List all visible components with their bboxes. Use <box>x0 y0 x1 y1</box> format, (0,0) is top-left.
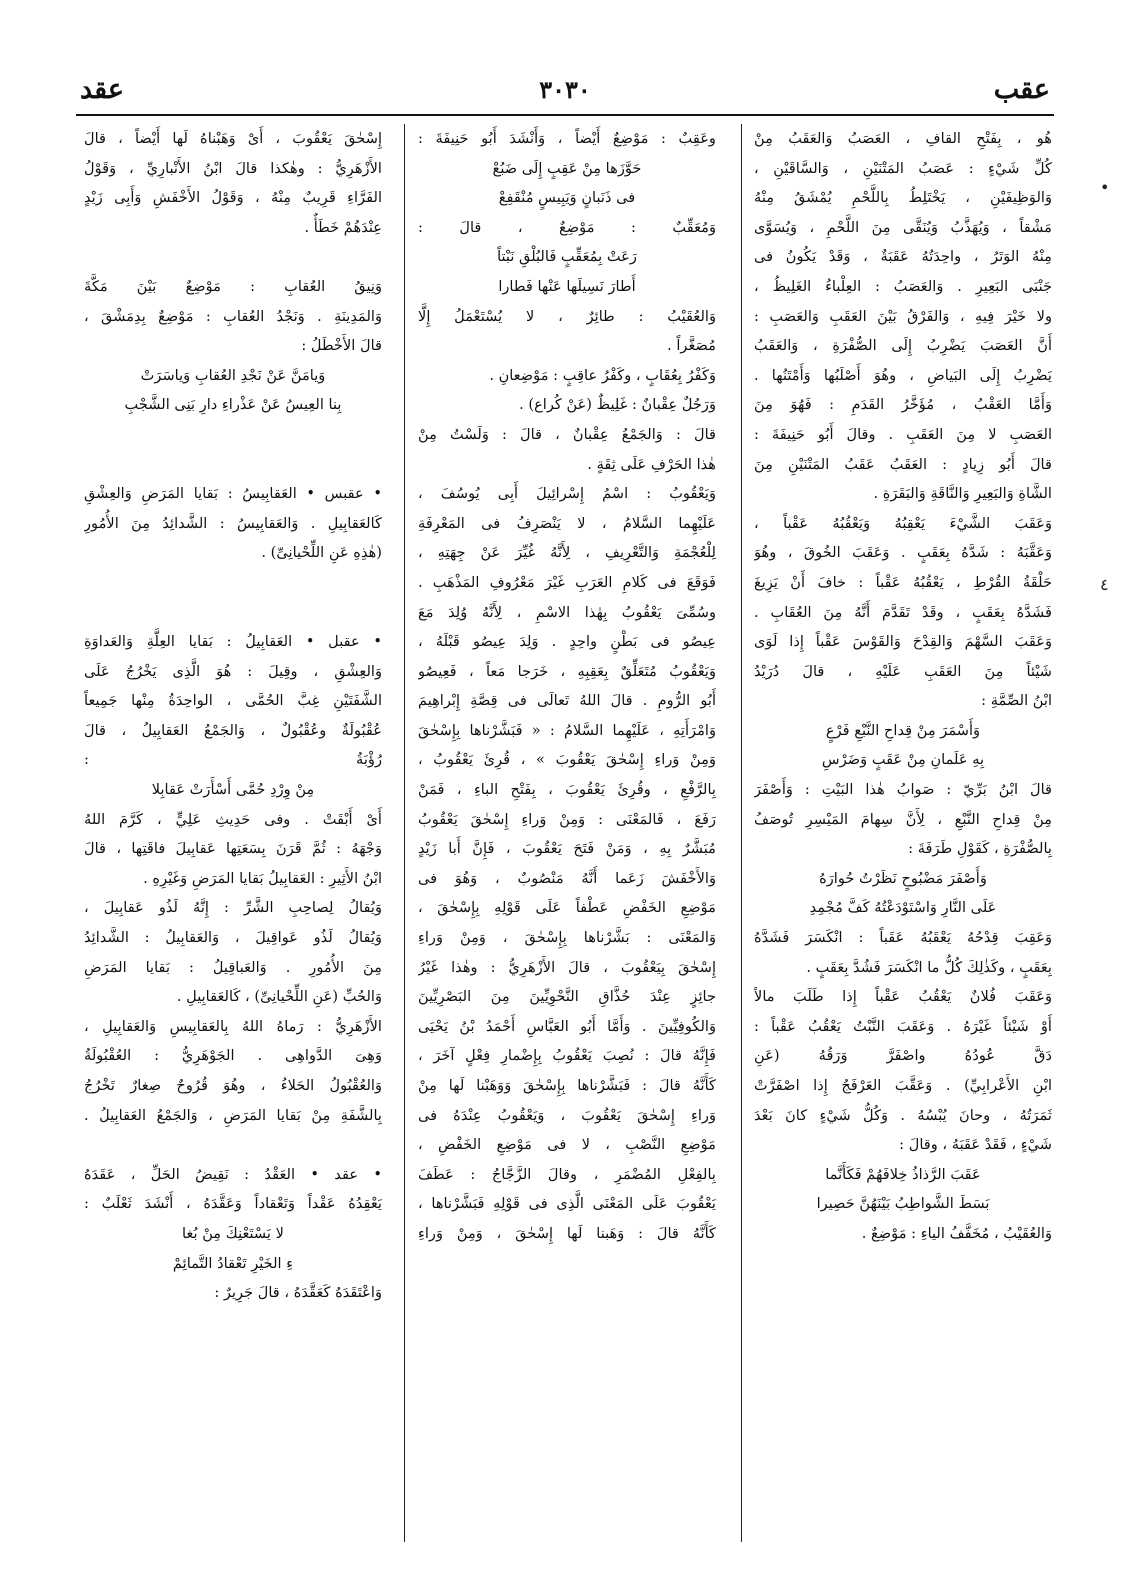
text-line: وَالعُقَيْبُ ، مُخَفَّفُ الياءِ : مَوْضِعٌ . <box>861 1224 1052 1242</box>
column-divider <box>404 124 405 1542</box>
text-column-left <box>84 124 382 1544</box>
running-headword-right: عقب <box>993 74 1050 105</box>
text-line: وَالعُقَيْبُ : طائِرٌ ، لا يُسْتَعْمَلُ إِلَّا <box>418 307 716 325</box>
text-line: مَوْضِعِ النَّصْبِ ، لا فى مَوْضِعِ الخَفْضِ ، <box>418 1136 716 1154</box>
text-line: (هٰذِهِ عَنِ اللِّحْيانِىِّ) . <box>261 544 382 562</box>
text-line: بِالشَّفَةِ مِنْ بَقايا المَرَضِ ، وَالجَمْعُ العَقابِيلُ . <box>84 1106 382 1124</box>
text-line: عِيصُو فى بَطْنٍ واحِدٍ . وَلِدَ عِيصُو قَبْلَهُ ، <box>418 633 716 651</box>
text-line: الأَزْهَرِيُّ : وهٰكذا قالَ ابْنُ الأَنْبارِيِّ ، وَقَوْلُ <box>84 159 382 177</box>
verse-line: بِنا العِيسُ عَنْ عَذْراءِ دارِ بَنِى الشَّجْبِ <box>124 396 342 414</box>
blank-line <box>84 242 382 272</box>
text-line: ابْنُ الصِّمَّةِ : <box>981 692 1052 710</box>
entry-headword-line: • عقبس • العَقابِيسُ : بَقايا المَرَضِ وَالعِشْقِ <box>84 485 382 503</box>
text-line: وَعَقِبَ قِدْحُهُ يَعْقَبُهُ عَقَباً : انْكَسَرَ فَشَدَّهُ <box>754 929 1052 947</box>
text-line: وَيُقالُ لَذُو عَواقِيلَ ، وَالعَقابِيلُ : الشَّدائِدُ <box>84 929 382 947</box>
text-line: بِالفِعْلِ المُضْمَرِ ، وقالَ الزَّجَّاجُ : عَطَفَ <box>418 1165 716 1183</box>
text-line: وَراءِ إِسْحٰقَ يَعْقُوبَ ، وَيَعْقُوبُ عِنْدَهُ فى <box>418 1106 716 1124</box>
verse-line: وَيامَنَّ عَنْ نَجْدِ العُقابِ وَياسَرَتْ <box>140 366 326 384</box>
text-line: وَمُعَقِّبٌ : مَوْضِعٌ ، قالَ : <box>418 218 716 236</box>
text-line: يَعْقُوبَ عَلَى المَعْنَى الَّذِى فى قَوْلِهِ فَبَشَّرْناها ، <box>418 1195 716 1213</box>
text-column-right <box>754 124 1052 1544</box>
text-line: العَصَبِ لا مِنَ العَقَبِ . وقالَ أَبُو حَنِيفَةَ : <box>754 425 1052 443</box>
text-line: وَعَقَبَ الشَّيْءَ يَعْقِبُهُ وَيَعْقُبُهُ عَقْباً ، <box>754 514 1052 532</box>
text-column-middle <box>418 124 716 1544</box>
text-line: قالَ : وَالجَمْعُ عِقْبانٌ ، قالَ : وَلَسْتُ مِنْ <box>418 425 716 443</box>
text-line: وَجْهَهُ : ثُمَّ قَرَنَ بِسَعَتِها عَقابِيلَ فاقَتِها ، قالَ <box>84 840 382 858</box>
running-headword-left: عقد <box>80 74 124 105</box>
verse-line: عَقَبَ الرَّذاذُ خِلافَهُمْ فَكَأَنَّما <box>825 1165 981 1183</box>
text-line: بِالرَّفْعِ ، وقُرِئَ يَعْقُوبَ ، بِفَتْحِ الباءِ ، فَمَنْ <box>418 781 716 799</box>
text-line: فَإِنَّهُ قالَ : نُصِبَ يَعْقُوبُ بِإِضْمارِ فِعْلٍ آخَرَ ، <box>418 1047 716 1065</box>
text-line: أَىْ أَبْقَتْ . وفى حَدِيثِ عَلِيٍّ ، كَرَّمَ اللهُ <box>84 810 382 828</box>
text-line: عَلَيْهِما السَّلامُ ، لا يَنْصَرِفُ فى المَعْرِفَةِ <box>418 514 716 532</box>
text-line: جَنْبَى البَعِيرِ . وَالعَصَبُ : العِلْباءُ الغَلِيظُ ، <box>754 277 1052 295</box>
text-line: وَامْرَأَتِهِ ، عَلَيْهِما السَّلامُ : « فَبَشَّرْناها بِإِسْحٰقَ <box>418 721 716 739</box>
text-line: دَقَّ عُودُهُ واصْفَرَّ وَرَقُهُ (عَنِ <box>754 1047 1052 1065</box>
text-line: حَلْقَةُ القُرْطِ ، يَعْقُبُهُ عَقْباً : خافَ أَنْ يَزِيغَ <box>754 573 1052 591</box>
text-line: وَالوَظِيفَيْنِ ، يَخْتَلِطُ بِاللَّحْمِ يُمْشَقُ مِنْهُ <box>754 189 1052 207</box>
text-line: قالَ أَبُو زِيادٍ : العَقَبُ عَقَبُ المَتْنَيْنِ مِنَ <box>754 455 1052 473</box>
text-line: كُلِّ شَيْءٍ : عَصَبُ المَتْنَيْنِ ، وَالسَّاقَيْنِ ، <box>754 159 1052 177</box>
text-line: مَشْقاً ، وَيُهَذَّبُ وَيُنَقَّى مِنَ اللَّحْمِ ، وَيُسَوَّى <box>754 218 1052 236</box>
text-line: ابْنُ الأَثِيرِ : العَقابِيلُ بَقايا المَرَضِ وَغَيْرِهِ . <box>143 869 382 887</box>
text-line: وَيَعْقُوبُ : اسْمُ إِسْرائِيلَ أَبِى يُوسُفَ ، <box>418 485 716 503</box>
text-line: ولا خَيْرَ فِيهِ ، وَالفَرْقُ بَيْنَ العَقَبِ وَالعَصَبِ : <box>754 307 1052 325</box>
text-line: وَهِىَ الدَّواهِى . الجَوْهَرِيُّ : العُقْبُولَةُ <box>84 1047 382 1065</box>
text-line: يَضْرِبُ إِلَى البَياضِ ، وهُوَ أَصْلَبُها وَأَمْتَنُها . <box>754 366 1052 384</box>
entry-headword-line: • عقبل • العَقابِيلُ : بَقايا العِلَّةِ وَالعَداوَةِ <box>84 633 382 651</box>
text-line: أَنَّ العَصَبَ يَضْرِبُ إِلَى الصُّفْرَةِ ، وَالعَقَبُ <box>754 337 1052 355</box>
text-line: ابْنِ الأَعْرابِيِّ) . وَعَقَّبَ العَرْفَجُ إِذا اصْفَرَّتْ <box>754 1077 1052 1094</box>
text-line: شَيْءٍ ، فَقَدْ عَقَبَهُ ، وقالَ : <box>899 1136 1052 1154</box>
text-line: مُصَغَّراً . <box>667 337 716 355</box>
text-line: أَبُو الرُّومِ . قالَ اللهُ تَعالَى فى قِصَّةِ إِبْراهِيمَ <box>418 692 716 710</box>
text-line: أَوْ شَيْئاً غَيْرَهُ . وَعَقَبَ النَّبْتُ يَعْقُبُ عَقْباً : <box>754 1017 1052 1035</box>
text-line: هٰذا الحَرْفِ عَلَى ثِقَةٍ . <box>587 455 716 473</box>
text-line: مِنْ قِداحِ النَّبْعِ ، لِأَنَّ سِهامَ المَيْسِرِ تُوصَفُ <box>754 810 1052 828</box>
text-line: شَيْئاً مِنَ العَقَبِ عَلَيْهِ ، قالَ دُرَيْدُ <box>754 662 1052 680</box>
text-line: وَكَفْرُ بِعُقَابٍ ، وكَفْرُ عاقِبٍ : مَوْضِعانِ . <box>489 366 716 384</box>
verse-line: حَوَّزَها مِنْ عَقِبٍ إِلَى ضَبُعْ <box>492 159 642 177</box>
page-number: ٣٠٣٠ <box>539 75 591 104</box>
verse-line: عَلَى النَّارِ وَاسْتَوْدَعْتُهُ كَفَّ مُجْمِدِ <box>809 899 997 917</box>
verse-line: رَعَتْ بِمُعَقِّبٍ فَالبُلْقِ نَبْتاً <box>497 248 637 266</box>
text-line: وَالعِشْقِ ، وقِيلَ : هُوَ الَّذِى يَخْرُجُ عَلَى <box>84 662 382 680</box>
text-line: هُو ، بِفَتْحِ القافِ ، العَصَبُ وَالعَقَبُ مِنْ <box>754 130 1052 147</box>
margin-mark: • <box>1100 178 1110 197</box>
text-line: وَاعْتَقَدَهُ كَعَقَّدَهُ ، قالَ جَرِيرٌ : <box>214 1284 382 1302</box>
blank-line <box>84 598 382 628</box>
text-line: كَأَنَّهُ قالَ : وَهَبنا لَها إِسْحٰقَ ، وَمِنْ وَراءِ <box>418 1224 716 1242</box>
text-line: وعَقِبٌ : مَوْضِعٌ أَيْضاً ، وَأَنْشَدَ أَبُو حَنِيفَةَ : <box>418 130 716 147</box>
text-line: عُقْبُولَةٌ وعُقْبُولٌ ، وَالجَمْعُ العَقابِيلُ ، قالَ <box>84 721 382 739</box>
text-line: رَفَعَ ، فَالمَعْنَى : وَمِنْ وَراءِ إِسْحٰقَ يَعْقُوبُ <box>418 810 716 828</box>
blank-line <box>84 1130 382 1160</box>
text-line: الأَزْهَرِيُّ : رَماهُ اللهُ بِالعَقابِيسِ وَالعَقابِيلِ ، <box>84 1017 382 1035</box>
text-line: مِنْهُ الوَتَرُ ، واحِدَتُهُ عَقَبَةٌ ، وَقَدْ يَكُونُ فى <box>754 248 1052 266</box>
text-line: إِسْحٰقَ يَعْقُوبَ ، أَىْ وَهَبْناهُ لَها أَيْضاً ، قالَ <box>84 130 382 147</box>
text-line: يَعْقِدُهُ عَقْداً وَتَعْقاداً وَعَقَّدَهُ ، أَنْشَدَ ثَعْلَبٌ : <box>84 1195 382 1213</box>
verse-line: أَطارَ نَسِيلَها عَنْها فَطارا <box>498 277 636 295</box>
text-line: وَعَقَبَ السَّهْمَ وَالقِدْحَ وَالقَوْسَ عَقْباً إِذا لَوَى <box>754 633 1052 651</box>
entry-headword-line: • عقد • العَقْدُ : نَقِيضُ الحَلِّ ، عَقَدَهُ <box>84 1165 382 1183</box>
text-line: وَرَجُلٌ عِقْبانٌ : غَلِيظٌ (عَنْ كُراع) . <box>519 396 716 414</box>
verse-line: ءِ الخَيْرِ تَعْقادُ التَّمائِمْ <box>172 1254 294 1272</box>
text-line: كَأَنَّهُ قالَ : فَبَشَّرْناها بِإِسْحٰقَ وَوَهَبْنا لَها مِنْ <box>418 1077 716 1094</box>
verse-line: فى ذَنَبانٍ وَيَبِيسٍ مُنْقَفِعْ <box>498 189 636 207</box>
verse-line: بَسَطَ الشَّواطِبُ بَيْنَهُنَّ حَصِيرا <box>816 1195 990 1213</box>
text-line: وَمِنْ وَراءِ إِسْحٰقَ يَعْقُوبَ » ، قُرِئَ يَعْقُوبُ ، <box>418 751 716 769</box>
text-line: وَالكُوفِيِّينَ . وَأَمَّا أَبُو العَبَّاسِ أَحْمَدُ بْنُ يَحْيَى <box>418 1017 716 1035</box>
text-line: بِالصُّفْرَةِ ، كَقَوْلِ طَرَفَةَ : <box>908 840 1052 858</box>
blank-line <box>84 568 382 598</box>
text-line: إِسْحٰقَ بِيَعْقُوبَ ، قالَ الأَزْهَرِيُّ : وهٰذا غَيْرُ <box>418 958 716 976</box>
text-line: وَالأَخْفَشَ زَعَما أَنَّهُ مَنْصُوبٌ ، وَهُوَ فى <box>418 869 716 887</box>
page-header <box>80 70 1050 110</box>
text-line: الفَرَّاءِ قَرِيبٌ مِنْهُ ، وَقَوْلُ الأَخْفَشِ وَأَبِى زَيْدٍ <box>84 189 382 207</box>
text-line: وَيُقالُ لِصاحِبِ الشَّرِّ : إِنَّهُ لَذُو عَقابِيلَ ، <box>84 899 382 917</box>
text-line: الشَّفَتَيْنِ غِبَّ الحُمَّى ، الواحِدَةُ مِنْها جَمِيعاً <box>84 692 382 710</box>
text-line: قالَ الأَخْطَلُ : <box>301 337 382 355</box>
text-line: كَالعَقابِيلِ . وَالعَقابِيسُ : الشَّدائِدُ مِنَ الأُمُورِ <box>84 514 382 532</box>
text-line: وَعَقَّبَهُ : شَدَّهُ بِعَقَبٍ . وَعَقَبَ الخُوقَ ، وهُوَ <box>754 544 1052 562</box>
text-line: الشَّاةِ وَالبَعِيرِ وَالنَّاقَةِ وَالبَقَرَةِ . <box>873 485 1052 503</box>
text-line: وَأَمَّا العَقْبُ ، مُؤَخَّرُ القَدَمِ : فَهُوَ مِنَ <box>754 396 1052 414</box>
text-line: وَيَعْقُوبُ مُتَعَلِّقٌ بِعَقِبِهِ ، خَرَجا مَعاً ، فَعِيصُو <box>418 662 716 680</box>
blank-line <box>84 450 382 480</box>
text-line: وَالمَعْنَى : بَشَّرْناها بِإِسْحٰقَ ، وَمِنْ وَراءِ <box>418 929 716 947</box>
margin-mark: ٤ <box>1100 575 1109 594</box>
verse-line: وَأَصْفَرَ مَضْبُوحٍ نَظَرْتُ حُوارَهُ <box>819 869 987 887</box>
text-line: بِعَقَبٍ ، وكَذٰلِكَ كُلُّ ما انْكَسَرَ فَشُدَّ بِعَقَبٍ . <box>806 958 1052 976</box>
text-line: لِلْعُجْمَةِ وَالتَّعْرِيفِ ، لِأَنَّهُ غُيِّرَ عَنْ جِهَتِهِ ، <box>418 544 716 562</box>
text-line: وَعَقَبَ فُلانٌ يَعْقُبُ عَقْباً إِذا طَلَبَ مالاً <box>754 988 1052 1006</box>
text-line: قالَ ابْنُ بَرِّيّ : صَوابُ هٰذا البَيْتِ : وَأَصْفَرَ <box>754 781 1052 799</box>
header-rule <box>76 114 1054 116</box>
text-line: وَنِيقُ العُقابِ : مَوْضِعٌ بَيْنَ مَكَّةَ <box>84 277 382 295</box>
text-line: مَوْضِعِ الخَفْضِ عَطْفاً عَلَى قَوْلِهِ بِإِسْحٰقَ ، <box>418 899 716 917</box>
text-line: وَالمَدِينَةِ . وَنَجْدُ العُقابِ : مَوْضِعٌ بِدِمَشْقَ ، <box>84 307 382 325</box>
column-divider <box>741 124 742 1542</box>
text-line: جائِزٍ عِنْدَ حُذَّاقِ النَّحْوِيِّينَ مِنَ البَصْرِيِّينَ <box>418 988 716 1006</box>
text-line: رُؤْبَةُ : <box>84 751 382 769</box>
text-line: عِنْدَهُمْ خَطَأٌ . <box>304 218 382 236</box>
verse-line: بِهِ عَلَمانِ مِنْ عَقَبٍ وَضَرْسِ <box>821 751 985 769</box>
verse-line: وَأَسْمَرَ مِنْ قِداحِ النَّبْعِ فَرْعٍ <box>825 721 981 739</box>
verse-line: لا يَسْتَعْنِكَ مِنْ بُغا <box>182 1224 284 1242</box>
text-line: فَشَدَّهُ بِعَقَبٍ ، وقَدْ تَقَدَّمَ أَنَّهُ مِنَ العُقَابِ . <box>754 603 1052 621</box>
text-line: مِنَ الأُمُورِ . وَالعَباقِيلُ : بَقايا المَرَضِ <box>84 958 382 976</box>
text-line: مُبَشَّرٌ بِهِ ، وَمَنْ فَتَحَ يَعْقُوبَ ، فَإِنَّ أَبا زَيْدٍ <box>418 840 716 858</box>
text-line: فَوَقَعَ فى كَلامِ العَرَبِ غَيْرَ مَعْرُوفِ المَذْهَبِ . <box>418 573 716 591</box>
verse-line: مِنْ وِرْدِ حُمَّى أَسْأَرَتْ عَقابِلا <box>151 781 315 799</box>
text-line: وَالعُقْبُولُ الحَلاءُ ، وهُوَ قُرُوحٌ صِغارٌ تَخْرُجُ <box>84 1077 382 1094</box>
text-line: وَالحُبِّ (عَنِ اللِّحْيانِىِّ) ، كَالعَقابِيلِ . <box>176 988 382 1006</box>
text-line: وسُمِّىَ يَعْقُوبُ بِهٰذا الاسْمِ ، لِأَنَّهُ وُلِدَ مَعَ <box>418 603 716 621</box>
blank-line <box>84 420 382 450</box>
text-line: ثَمَرَتُهُ ، وحانَ يُبْسُهُ . وَكُلُّ شَيْءٍ كانَ بَعْدَ <box>754 1106 1052 1124</box>
